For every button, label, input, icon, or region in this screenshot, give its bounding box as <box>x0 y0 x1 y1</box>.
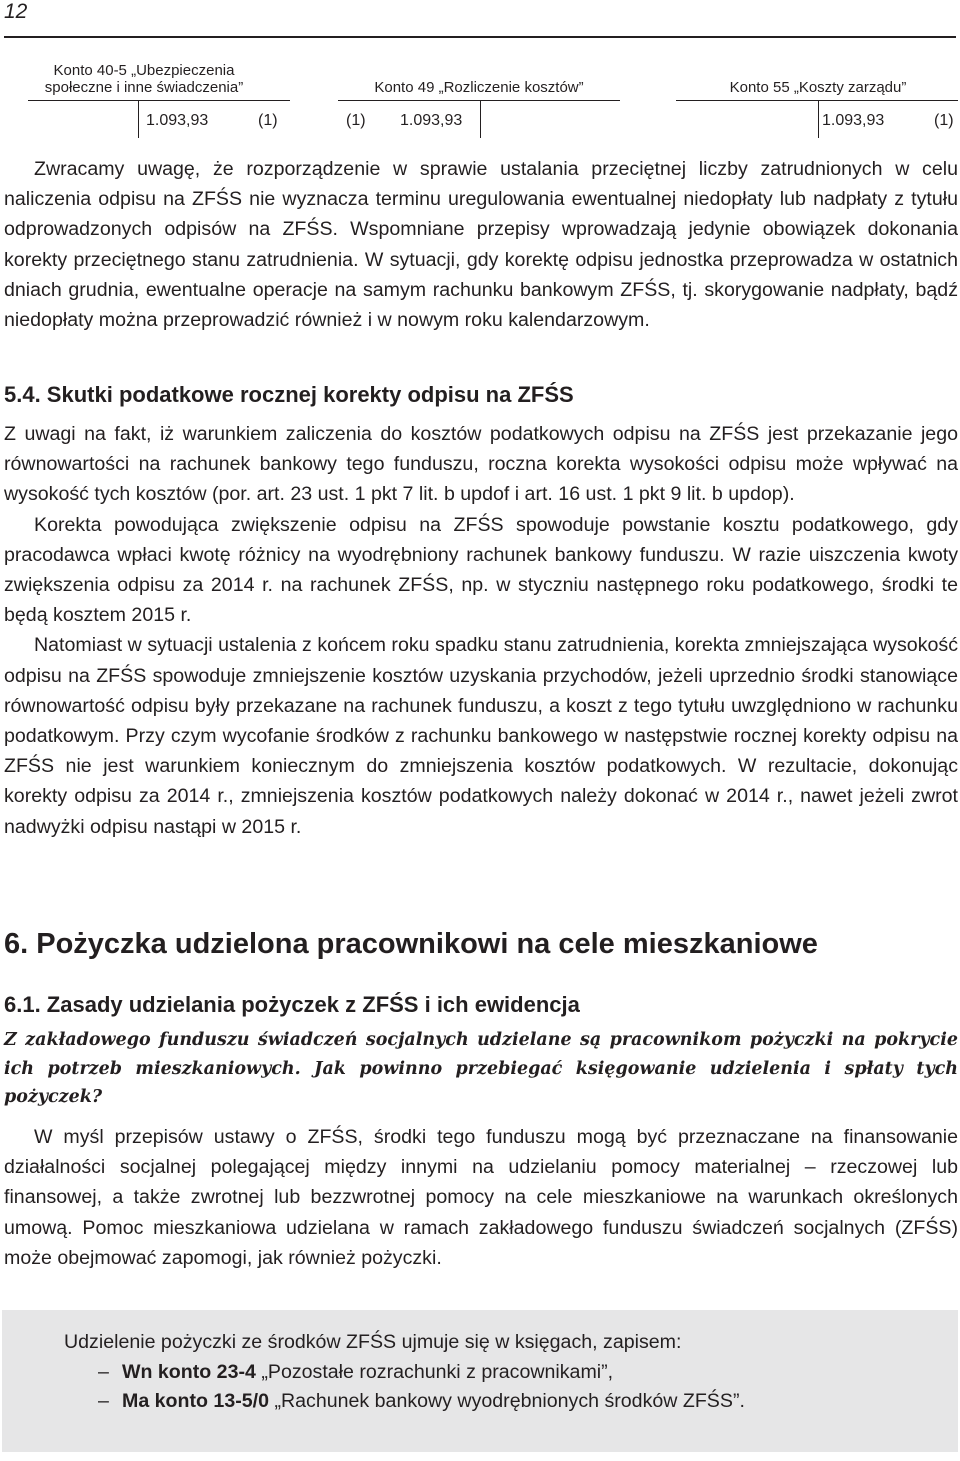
section-5-4-paragraph-2: Korekta powodująca zwiększenie odpisu na ZFŚS spowoduje powstanie kosztu podatkowego, gdy pracodawca wpłaci kwotę różnicy na wyodrębniony rachunek bankowy funduszu. W razie uiszczenia kwoty zwiększenia odpisu za 2014 r. na rachunek ZFŚS, np. w styczniu następnego roku podatkowego, środki te będą kosztem 2015 r. <box>4 513 958 627</box>
t-account-55-rule <box>676 100 958 101</box>
t-account-49-debit-amount: 1.093,93 <box>400 112 463 129</box>
entry-description: „Rachunek bankowy wyodrębnionych środków ZFŚS”. <box>274 1390 745 1412</box>
t-account-55-title: Konto 55 „Koszty zarządu” <box>729 79 907 96</box>
t-account-title-line: społeczne i inne świadczenia” <box>44 79 244 96</box>
header-rule <box>4 36 956 38</box>
intro-paragraph: Zwracamy uwagę, że rozporządzenie w sprawie ustalania przeciętnej liczby zatrudnionych w celu naliczenia odpisu na ZFŚS nie wyznacza terminu uregulowania ewentualnej niedopłaty lub nadpłaty z tytułu odprowadzonych odpisów na ZFŚS. Wspomniane przepisy wprowadzają jedynie obowiązek dokonania korekty przeciętnego stanu zatrudnienia. W sytuacji, gdy korektę odpisu jednostka przeprowadza w ostatnich dniach grudnia, ewentualne operacje na samym rachunku bankowym ZFŚS, tj. skorygowanie nadpłaty, bądź niedopłaty można przeprowadzić również i w nowym roku kalendarzowym. <box>4 158 958 332</box>
section-6-1-heading: 6.1. Zasady udzielania pożyczek z ZFŚS i ich ewidencja <box>4 992 580 1017</box>
section-6-1-lead: Z zakładowego funduszu świadczeń socjalnych udzielane są pracownikom pożyczki na pokrycie ich potrzeb mieszkaniowych. Jak powinno przebiegać księgowanie udzielenia i spłaty tych pożyczek? <box>4 1030 958 1107</box>
t-account-49-title: Konto 49 „Rozliczenie kosztów” <box>374 79 584 96</box>
section-5-4-heading: 5.4. Skutki podatkowe rocznej korekty odpisu na ZFŚS <box>4 382 574 407</box>
section-5-4-paragraph-1: Z uwagi na fakt, iż warunkiem zaliczenia do kosztów podatkowych odpisu na ZFŚS jest przekazanie jego równowartości na rachunek bankowy tego funduszu, roczna korekta wysokości odpisu może wpływać na wysokość tych kosztów (por. art. 23 ust. 1 pkt 7 lit. b updof i art. 16 ust. 1 pkt 9 lit. b updop). <box>4 423 958 506</box>
t-account-55-debit-amount: 1.093,93 <box>822 112 885 129</box>
section-5-4-body <box>4 419 958 842</box>
section-6-1-body <box>4 1122 958 1273</box>
t-account-40-5-credit-ref: (1) <box>258 112 278 129</box>
entry-dash: – <box>98 1360 109 1383</box>
section-6-heading: 6. Pożyczka udzielona pracownikowi na cele mieszkaniowe <box>4 928 818 960</box>
t-account-55-divider <box>818 100 819 138</box>
booking-entry-line <box>64 1358 944 1388</box>
t-account-40-5-credit-amount: 1.093,93 <box>146 112 209 129</box>
t-account-40-5-divider <box>138 100 139 138</box>
t-account-49-rule <box>338 100 620 101</box>
page-number: 12 <box>4 0 28 23</box>
section-6-1-paragraph-1: W myśl przepisów ustawy o ZFŚS, środki tego funduszu mogą być przeznaczane na finansowanie działalności socjalnej polegającej między innymi na udzielaniu pomocy materialnej – rzeczowej lub finansowej, a także zwrotnej lub bezzwrotnej pomocy na cele mieszkaniowe na warunkach określonych umową. Pomoc mieszkaniowa udzielana w ramach zakładowego funduszu świadczeń socjalnych (ZFŚS) może obejmować zapomogi, jak również pożyczki. <box>4 1126 958 1269</box>
t-account-40-5-title <box>28 62 260 96</box>
t-account-title-line: Konto 40-5 „Ubezpieczenia <box>53 62 235 79</box>
entry-dash: – <box>98 1390 109 1412</box>
t-account-49-debit-ref: (1) <box>346 112 366 129</box>
section-5-4-paragraph-3: Natomiast w sytuacji ustalenia z końcem roku spadku stanu zatrudnienia, korekta zmniejszająca wysokość odpisu na ZFŚS spowoduje zmniejszenie kosztów uzyskania przychodów, jeżeli uprzednio środki stanowiące równowartość odpisu były przekazane na rachunek funduszu, a koszt z tego tytułu uwzględniono w rachunku podatkowym. Przy czym wycofanie środków z rachunku bankowego w następstwie rocznej korekty odpisu na ZFŚS nie jest warunkiem koniecznym do zmniejszenia kosztów podatkowych. W rezultacie, dokonując korekty odpisu za 2014 r., zmniejszenia kosztów podatkowych należy dokonać w 2014 r., nawet jeżeli zwrot nadwyżki odpisu nastąpi w 2015 r. <box>4 634 958 838</box>
booking-entry-content <box>64 1328 944 1417</box>
entry-account: Wn konto 23-4 <box>122 1360 256 1383</box>
booking-entry-intro: Udzielenie pożyczki ze środków ZFŚS ujmuje się w księgach, zapisem: <box>64 1331 682 1353</box>
entry-account: Ma konto 13-5/0 <box>122 1390 269 1412</box>
booking-entry-line <box>64 1387 944 1417</box>
intro-paragraph-block <box>4 154 958 335</box>
t-account-40-5-rule <box>28 100 290 101</box>
t-account-49-divider <box>480 100 481 138</box>
t-account-55-debit-ref: (1) <box>934 112 954 129</box>
entry-description: „Pozostałe rozrachunki z pracownikami”, <box>261 1360 614 1383</box>
